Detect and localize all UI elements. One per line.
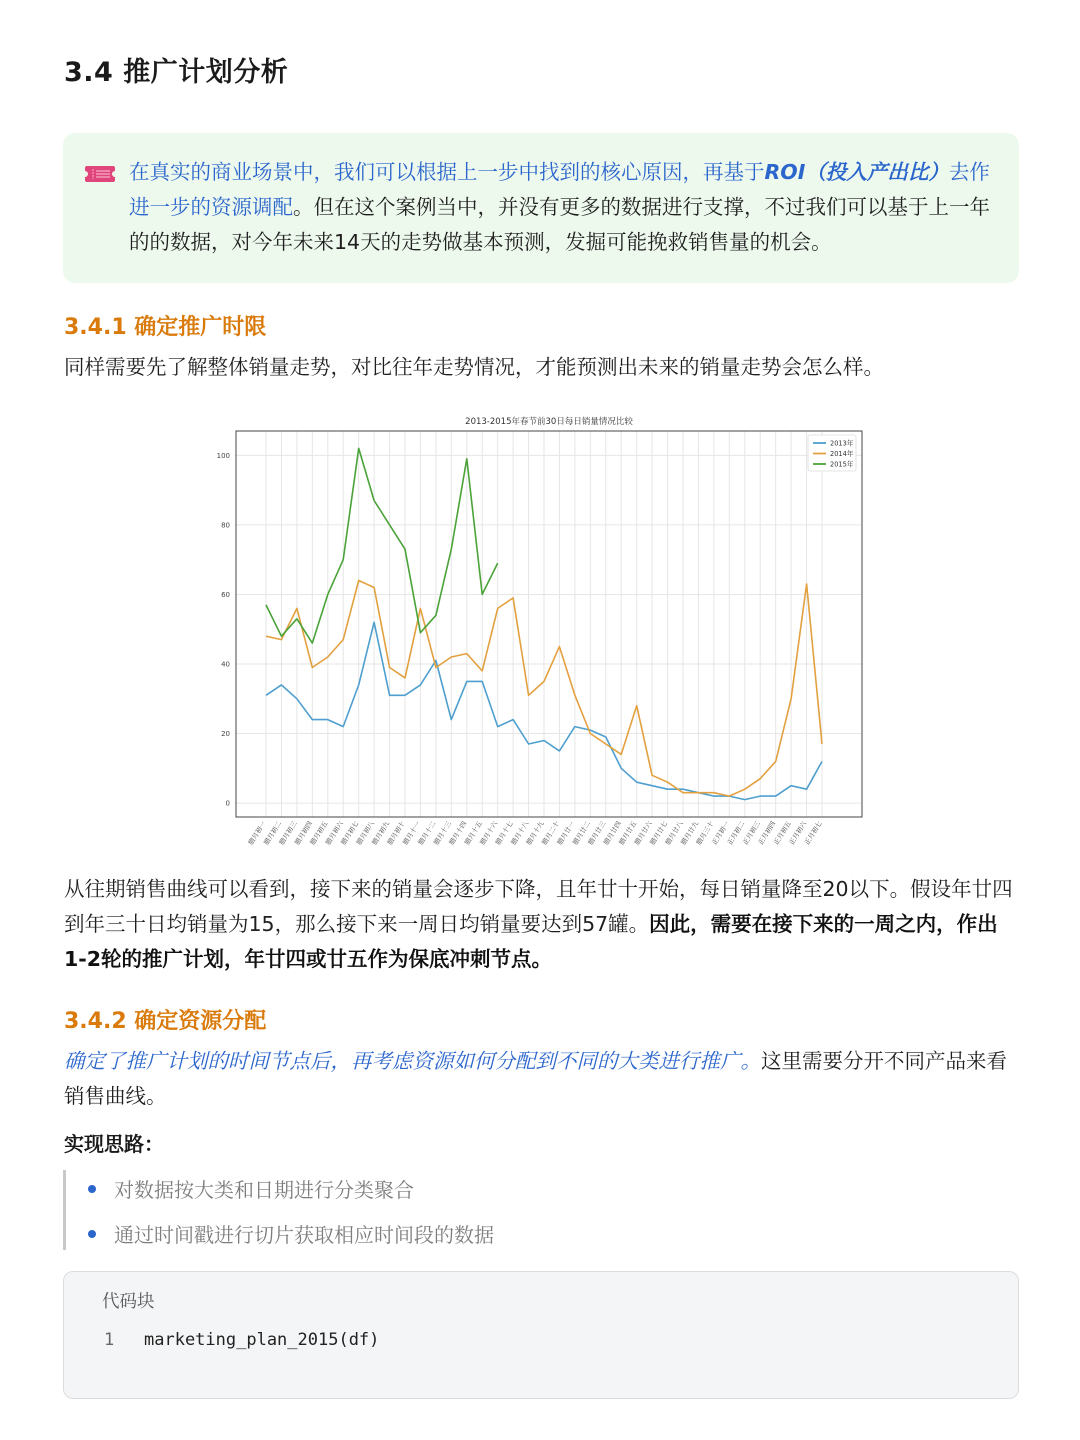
callout-text-blue: 在真实的商业场景中，我们可以根据上一步中找到的核心原因，再基于 xyxy=(129,160,765,184)
subsection-2-desc xyxy=(64,1044,1019,1114)
x-tick-label: 正月初六 xyxy=(787,819,809,847)
x-tick-label: 腊月三十 xyxy=(694,819,716,847)
x-tick-label: 正月初一 xyxy=(710,819,732,847)
subsection-title-2: 3.4.2 确定资源分配 xyxy=(64,1009,267,1034)
step-text: 通过时间戳进行切片获取相应时间段的数据 xyxy=(114,1223,494,1247)
x-tick-label: 腊月初八 xyxy=(355,819,376,847)
subsection-1-desc: 同样需要先了解整体销量走势，对比往年走势情况，才能预测出未来的销量走势会怎么样。 xyxy=(64,355,884,379)
step-item xyxy=(88,1219,494,1248)
x-tick-label: 正月初三 xyxy=(741,819,762,847)
y-tick-label: 0 xyxy=(225,799,230,808)
step-text: 对数据按大类和日期进行分类聚合 xyxy=(114,1178,414,1202)
x-tick-label: 腊月十八 xyxy=(509,819,531,847)
x-tick-label: 腊月廿四 xyxy=(602,819,623,847)
x-tick-label: 腊月廿一 xyxy=(555,819,577,847)
x-tick-label: 腊月初六 xyxy=(324,819,345,847)
sales-chart xyxy=(214,410,870,860)
x-tick-label: 正月初四 xyxy=(756,819,778,847)
x-tick-label: 腊月初二 xyxy=(262,819,284,847)
callout-text-blue-2: 去作进一步的资源调配 xyxy=(129,160,990,219)
x-tick-label: 腊月十六 xyxy=(478,819,500,847)
y-tick-label: 100 xyxy=(216,451,230,460)
x-tick-label: 腊月廿五 xyxy=(617,819,639,847)
step-item xyxy=(88,1174,414,1203)
y-tick-label: 40 xyxy=(221,660,230,669)
x-tick-label: 腊月十七 xyxy=(494,819,515,847)
x-tick-label: 正月初七 xyxy=(802,819,824,847)
steps-title: 实现思路： xyxy=(64,1132,164,1156)
subsection-2-italic: 确定了推广计划的时间节点后，再考虑资源如何分配到不同的大类进行推广。 xyxy=(64,1049,761,1073)
section-title: 3.4 推广计划分析 xyxy=(64,57,289,88)
callout-text-plain: 。但在这个案例当中，并没有更多的数据进行支撑，不过我们可以基于上一年的的数据，对今年未来14天的走势做基本预测，发掘可能挽救销售量的机会。 xyxy=(129,195,990,254)
x-tick-label: 正月初二 xyxy=(725,819,747,847)
roi-emphasis: ROI（投入产出比） xyxy=(764,160,949,184)
y-tick-label: 60 xyxy=(221,590,230,599)
x-tick-label: 腊月廿二 xyxy=(571,819,593,847)
x-tick-label: 腊月初十 xyxy=(385,819,407,847)
callout-text xyxy=(129,155,999,260)
quote-bar xyxy=(63,1170,66,1250)
subsection-2-rest: 这里需要分开不同产品来看销售曲线。 xyxy=(64,1049,1007,1108)
x-tick-label: 腊月廿七 xyxy=(648,819,670,847)
x-tick-label: 腊月十五 xyxy=(463,819,484,847)
series-line xyxy=(266,448,498,643)
code-block-label: 代码块 xyxy=(102,1292,155,1312)
x-tick-label: 腊月初一 xyxy=(246,819,268,847)
x-tick-label: 腊月初七 xyxy=(339,819,361,847)
subsection-title-1: 3.4.1 确定推广时限 xyxy=(64,315,267,340)
ticket-icon xyxy=(85,166,115,182)
legend-label: 2015年 xyxy=(830,460,854,469)
chart-svg xyxy=(214,410,870,860)
code-block[interactable] xyxy=(63,1271,1019,1399)
x-tick-label: 腊月十一 xyxy=(401,819,423,847)
chart-title: 2013-2015年春节前30日每日销量情况比较 xyxy=(465,417,633,427)
analysis-normal: 从往期销售曲线可以看到，接下来的销量会逐步下降，且年廿十开始，每日销量降至20以下。假设年廿四到年三十日均销量为15，那么接下来一周日均销量要达到57罐。 xyxy=(64,877,1013,936)
legend-label: 2013年 xyxy=(830,439,854,448)
analysis-bold: 因此，需要在接下来的一周之内，作出1-2轮的推广计划，年廿四或廿五作为保底冲刺节点。 xyxy=(64,912,998,971)
x-tick-label: 腊月初五 xyxy=(308,819,330,847)
plot-frame xyxy=(236,431,862,817)
x-tick-label: 腊月廿三 xyxy=(586,819,608,847)
x-tick-label: 腊月廿八 xyxy=(663,819,685,847)
bullet-dot xyxy=(88,1185,96,1193)
x-tick-label: 腊月初三 xyxy=(277,819,299,847)
x-tick-label: 腊月廿九 xyxy=(679,819,701,847)
code-line[interactable]: marketing_plan_2015(df) xyxy=(144,1330,380,1350)
x-tick-label: 腊月十四 xyxy=(447,819,469,847)
legend-label: 2014年 xyxy=(830,450,854,458)
x-tick-label: 腊月二十 xyxy=(540,819,562,847)
line-number: 1 xyxy=(104,1330,115,1350)
callout-box xyxy=(63,133,1019,283)
x-tick-label: 腊月廿六 xyxy=(633,819,654,847)
y-tick-label: 80 xyxy=(221,521,230,530)
bullet-dot xyxy=(88,1230,96,1238)
x-tick-label: 腊月十九 xyxy=(524,819,546,847)
x-tick-label: 腊月十二 xyxy=(416,819,438,847)
x-tick-label: 腊月初四 xyxy=(293,819,315,847)
x-tick-label: 腊月十三 xyxy=(432,819,454,847)
y-tick-label: 20 xyxy=(221,730,230,739)
x-tick-label: 腊月初九 xyxy=(370,819,392,847)
analysis-paragraph xyxy=(64,872,1019,977)
x-tick-label: 正月初五 xyxy=(772,819,793,847)
